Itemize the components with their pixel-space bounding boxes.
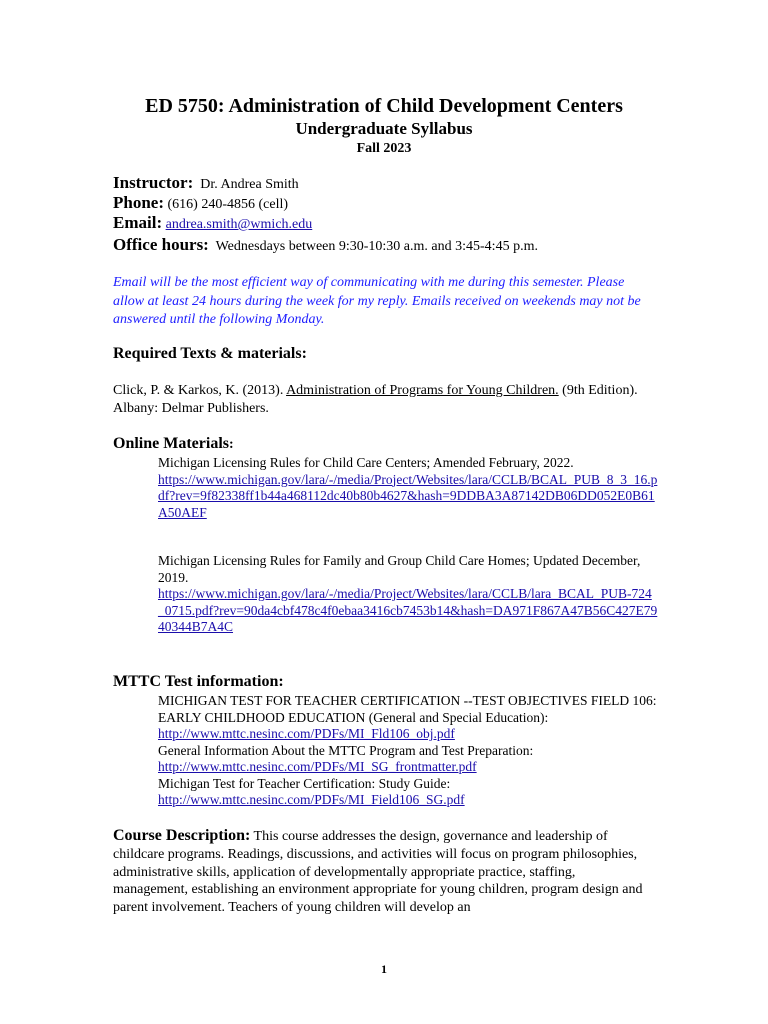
mttc-study-guide-link[interactable]: http://www.mttc.nesinc.com/PDFs/MI_Field106_SG.pdf <box>158 792 465 807</box>
office-hours-line <box>113 235 713 257</box>
online-materials-heading <box>113 434 234 455</box>
online-material-link[interactable]: https://www.michigan.gov/lara/-/media/Project/Websites/lara/CCLB/lara_BCAL_PUB-724_0715.pdf?rev=90da4cbf478c4f0ebaa3416cb7453b14&hash=DA971F867A47B56C427E7940344B7A4C <box>158 586 658 634</box>
term-label: Fall 2023 <box>356 141 412 156</box>
online-material-item <box>158 553 658 636</box>
mttc-frontmatter-link[interactable]: http://www.mttc.nesinc.com/PDFs/MI_SG_frontmatter.pdf <box>158 759 477 774</box>
online-material-text: Michigan Licensing Rules for Child Care Centers; Amended February, 2022. <box>158 455 574 470</box>
email-line <box>113 213 713 235</box>
document-subtitle: Undergraduate Syllabus <box>295 119 473 138</box>
course-description-label: Course Description: <box>113 827 251 844</box>
course-description-text: This course addresses the design, governance and leadership of childcare programs. Readings, discussions, and activities will focus on program philosophies, administrative skills, application of developmentally appropriate practice, staffing, management, establishing an environment appropriate for young children, program design and parent involvement. Teachers of young children will develop an <box>113 829 643 916</box>
citation-edition: (9th Edition). Albany: Delmar Publishers. <box>113 383 638 416</box>
online-material-text: Michigan Licensing Rules for Family and Group Child Care Homes; Updated December, 2019. <box>158 553 641 585</box>
online-materials-colon: : <box>228 437 234 452</box>
document-title: ED 5750: Administration of Child Development Centers <box>145 95 623 117</box>
mttc-item-text: Michigan Test for Teacher Certification: Study Guide: <box>158 775 451 791</box>
online-materials-heading-text: Online Materials <box>113 435 229 452</box>
instructor-value: Dr. Andrea Smith <box>200 177 299 192</box>
email-link[interactable]: andrea.smith@wmich.edu <box>165 217 313 232</box>
course-description <box>113 827 653 917</box>
online-material-link[interactable]: https://www.michigan.gov/lara/-/media/Project/Websites/lara/CCLB/BCAL_PUB_8_3_16.pdf?rev=9f82338ff1b44a468112dc40b80b4627&hash=9DDBA3A87142DB06DD052E0B61A50AEF <box>158 471 658 520</box>
required-text-citation <box>113 382 653 418</box>
instructor-label: Instructor: <box>113 173 194 192</box>
phone-label: Phone: <box>113 193 164 212</box>
online-material-item <box>158 455 658 521</box>
mttc-item-text: MICHIGAN TEST FOR TEACHER CERTIFICATION --TEST OBJECTIVES FIELD 106: EARLY CHILDHOOD EDUCATION (General and Special Education): <box>158 693 657 725</box>
required-texts-heading: Required Texts & materials: <box>113 345 307 362</box>
mttc-list <box>158 693 658 809</box>
office-hours-value: Wednesdays between 9:30-10:30 a.m. and 3:45-4:45 p.m. <box>215 239 538 254</box>
mttc-objectives-link[interactable]: http://www.mttc.nesinc.com/PDFs/MI_Fld106_obj.pdf <box>158 726 455 741</box>
email-label: Email: <box>113 213 163 232</box>
mttc-item-text: General Information About the MTTC Program and Test Preparation: <box>158 742 534 758</box>
phone-value: (616) 240-4856 (cell) <box>167 197 289 212</box>
email-policy-note: Email will be the most efficient way of communicating with me during this semester. Please allow at least 24 hours during the week for my reply. Emails received on weekends may not be answered until the following Monday. <box>113 275 641 327</box>
page-number: 1 <box>381 962 387 976</box>
phone-line <box>113 193 713 215</box>
book-title: Administration of Programs for Young Children. <box>286 383 559 398</box>
instructor-line <box>113 173 713 195</box>
office-hours-label: Office hours: <box>113 235 209 254</box>
citation-authors: Click, P. & Karkos, K. (2013). <box>113 383 287 398</box>
mttc-heading: MTTC Test information: <box>113 673 284 690</box>
